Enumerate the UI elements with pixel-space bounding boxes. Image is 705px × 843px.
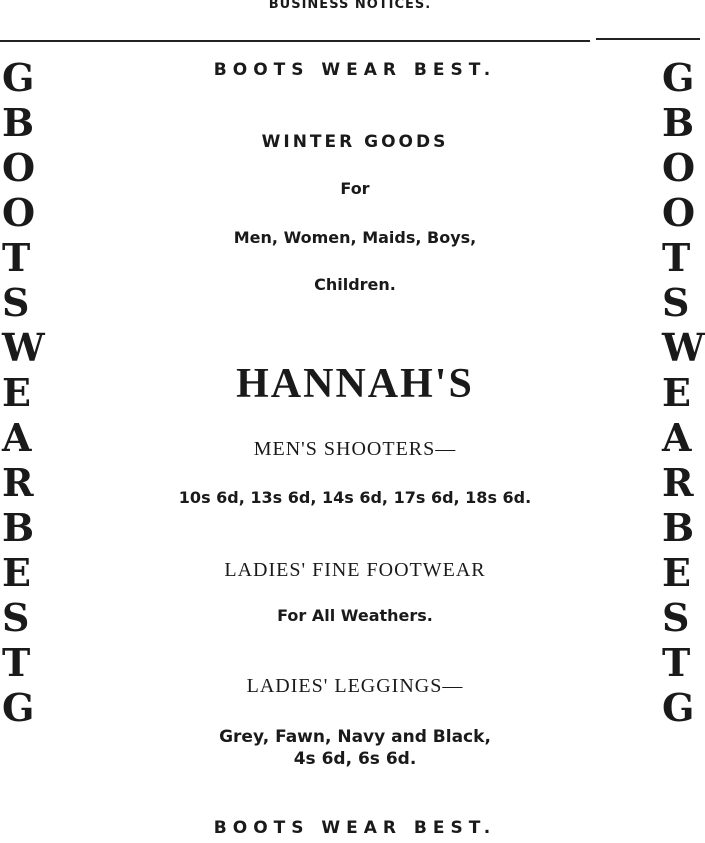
side-letter: O bbox=[662, 145, 696, 190]
side-letter: B bbox=[662, 100, 695, 145]
shooter-prices: 10s 6d, 13s 6d, 14s 6d, 17s 6d, 18s 6d. bbox=[178, 488, 532, 507]
section-header-text: BUSINESS NOTICES. bbox=[268, 0, 432, 12]
side-letter: E bbox=[662, 370, 691, 415]
side-letter: E bbox=[2, 550, 31, 595]
side-letter: G bbox=[2, 55, 35, 100]
side-letter: T bbox=[662, 640, 691, 685]
side-letter: B bbox=[2, 100, 35, 145]
side-letter: S bbox=[662, 280, 690, 325]
side-letter: G bbox=[662, 685, 695, 730]
winter-goods-heading: WINTER GOODS bbox=[261, 132, 449, 152]
side-letter: E bbox=[662, 550, 691, 595]
header-rule bbox=[0, 40, 590, 42]
children-line: Children. bbox=[314, 275, 396, 294]
side-letter: S bbox=[2, 595, 30, 640]
side-letter: T bbox=[2, 235, 31, 280]
shop-name: HANNAH'S bbox=[236, 361, 474, 407]
side-letter: T bbox=[662, 235, 691, 280]
side-letter: G bbox=[662, 55, 695, 100]
side-letter: G bbox=[2, 685, 35, 730]
side-letter: B bbox=[662, 505, 695, 550]
for-line: For bbox=[340, 179, 370, 198]
legging-prices: 4s 6d, 6s 6d. bbox=[293, 749, 417, 769]
side-letter: R bbox=[662, 460, 694, 505]
side-letter: O bbox=[2, 145, 36, 190]
side-letter: O bbox=[662, 190, 696, 235]
side-letter: E bbox=[2, 370, 31, 415]
side-letter: A bbox=[2, 415, 32, 460]
side-letter: O bbox=[2, 190, 36, 235]
customers-line: Men, Women, Maids, Boys, bbox=[233, 228, 477, 247]
section-header bbox=[0, 0, 700, 18]
ladies-footwear-heading: LADIES' FINE FOOTWEAR bbox=[224, 559, 486, 581]
mens-shooters-heading: MEN'S SHOOTERS— bbox=[253, 438, 457, 460]
ladies-leggings-heading: LADIES' LEGGINGS— bbox=[246, 675, 464, 697]
side-letter: S bbox=[2, 280, 30, 325]
side-letter: S bbox=[662, 595, 690, 640]
right-letter-column bbox=[662, 55, 705, 730]
legging-colours: Grey, Fawn, Navy and Black, bbox=[219, 727, 491, 747]
side-letter: W bbox=[2, 325, 45, 370]
slogan-top: BOOTS WEAR BEST. bbox=[213, 60, 497, 80]
side-letter: W bbox=[662, 325, 705, 370]
side-letter: B bbox=[2, 505, 35, 550]
side-letter: A bbox=[662, 415, 692, 460]
header-rule-right bbox=[596, 38, 700, 40]
all-weathers-line: For All Weathers. bbox=[277, 606, 433, 625]
side-letter: R bbox=[2, 460, 34, 505]
side-letter: T bbox=[2, 640, 31, 685]
left-letter-column bbox=[2, 55, 45, 730]
slogan-bottom: BOOTS WEAR BEST. bbox=[213, 818, 497, 838]
